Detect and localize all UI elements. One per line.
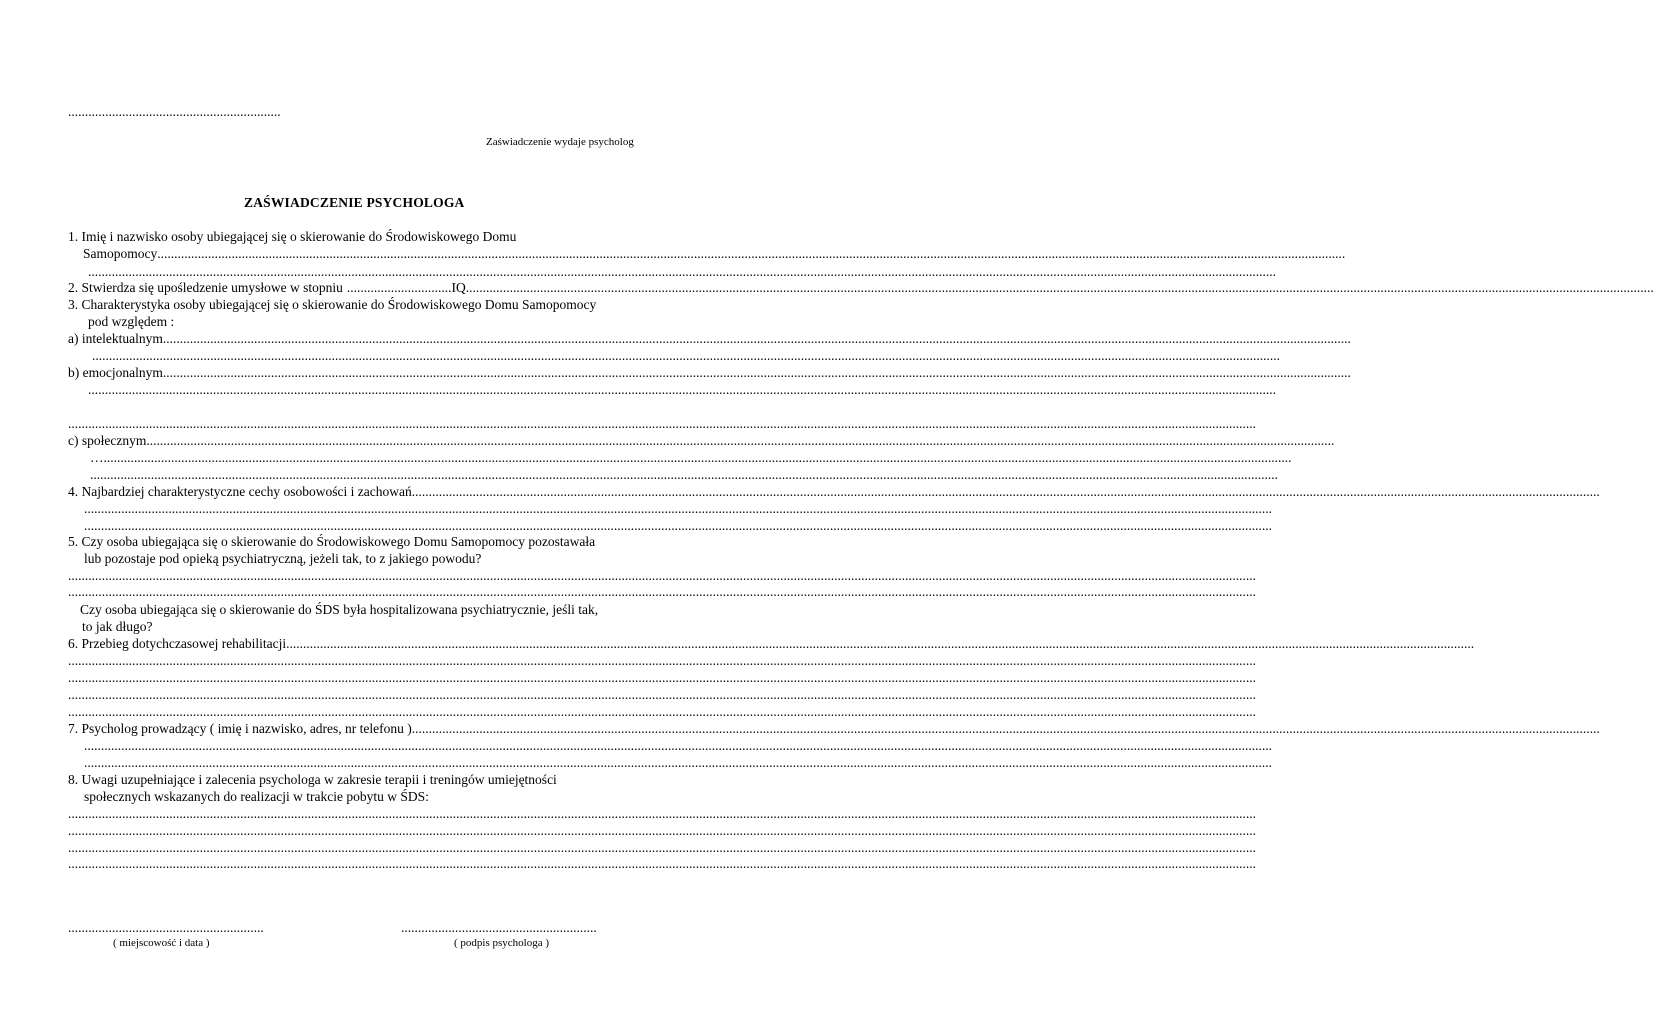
q5b-text-line1: Czy osoba ubiegająca się o skierowanie do ŚDS była hospitalizowana psychiatrycznie, jeśli tak, [80, 602, 599, 617]
q8-answer-line-2: ................................................................................................................................................................................................................................................................................................................................................................ [68, 823, 1256, 838]
q1-dotfill: ................................................................................................................................................................................................................................................................................................................................................................ [157, 246, 1346, 261]
q5b-text-line2: to jak długo? [82, 619, 153, 634]
q4-answer-line-1: ................................................................................................................................................................................................................................................................................................................................................................ [84, 501, 1272, 516]
q8-answer-line-4: ................................................................................................................................................................................................................................................................................................................................................................ [68, 856, 1256, 871]
q7-text: 7. Psycholog prowadzący ( imię i nazwisko, adres, nr telefonu ) [68, 721, 412, 736]
q6-answer-line-3: ................................................................................................................................................................................................................................................................................................................................................................ [68, 687, 1256, 702]
signature-dots: .......................................................... [401, 920, 597, 935]
q3a-dotfill: ................................................................................................................................................................................................................................................................................................................................................................ [162, 331, 1351, 346]
document-title: ZAŚWIADCZENIE PSYCHOLOGA [244, 195, 465, 210]
issuer-note: Zaświadczenie wydaje psycholog [486, 136, 634, 148]
q3b-dotfill: ................................................................................................................................................................................................................................................................................................................................................................ [162, 365, 1351, 380]
q6-answer-line-4: ................................................................................................................................................................................................................................................................................................................................................................ [68, 704, 1256, 719]
q2-iq-label: IQ [451, 280, 466, 295]
q8-answer-line-1: ................................................................................................................................................................................................................................................................................................................................................................ [68, 806, 1256, 821]
q3c-text: c) społecznym [68, 433, 147, 448]
q1-text-line1: 1. Imię i nazwisko osoby ubiegającej się o skierowanie do Środowiskowego Domu [68, 229, 517, 244]
q1-line2 [83, 246, 1346, 262]
q8-text-line1: 8. Uwagi uzupełniające i zalecenia psychologa w zakresie terapii i treningów umiejętności [68, 772, 557, 787]
q4-dotfill: ................................................................................................................................................................................................................................................................................................................................................................ [411, 484, 1600, 499]
q4-line [68, 484, 1600, 500]
q3c-dotfill: ................................................................................................................................................................................................................................................................................................................................................................ [146, 433, 1335, 448]
place-date-label: ( miejscowość i data ) [113, 937, 210, 949]
q6-line [68, 636, 1475, 652]
q3-text-line1: 3. Charakterystyka osoby ubiegającej się o skierowanie do Środowiskowego Domu Samopomocy [68, 297, 597, 312]
q3-text-line2: pod względem : [88, 314, 175, 329]
q3b-line [68, 365, 1351, 381]
q5-answer-line-2: ................................................................................................................................................................................................................................................................................................................................................................ [68, 584, 1256, 599]
q6-answer-line-2: ................................................................................................................................................................................................................................................................................................................................................................ [68, 670, 1256, 685]
q2-line [68, 280, 1654, 296]
q3c-answer-line-2: ................................................................................................................................................................................................................................................................................................................................................................ [90, 467, 1278, 482]
q5-text-line2: lub pozostaje pod opieką psychiatryczną, jeżeli tak, to z jakiego powodu? [84, 551, 482, 566]
q3c-answer-line-1 [90, 450, 1292, 466]
q2-iq-dotfill: ................................................................................................................................................................................................................................................................................................................................................................ [465, 280, 1654, 295]
place-date-dots: .......................................................... [68, 920, 264, 935]
q7-dotfill: ................................................................................................................................................................................................................................................................................................................................................................ [411, 721, 1600, 736]
q8-text-line2: społecznych wskazanych do realizacji w trakcie pobytu w ŚDS: [84, 789, 429, 804]
top-dots-line: ............................................................... [68, 104, 281, 119]
q3a-line [68, 331, 1351, 347]
q5-text-line1: 5. Czy osoba ubiegająca się o skierowanie do Środowiskowego Domu Samopomocy pozostawała [68, 534, 596, 549]
q6-text: 6. Przebieg dotychczasowej rehabilitacji [68, 636, 287, 651]
q3a-text: a) intelektualnym [68, 331, 163, 346]
q4-answer-line-2: ................................................................................................................................................................................................................................................................................................................................................................ [84, 518, 1272, 533]
q7-answer-line-1: ................................................................................................................................................................................................................................................................................................................................................................ [84, 738, 1272, 753]
q6-dotfill: ................................................................................................................................................................................................................................................................................................................................................................ [286, 636, 1475, 651]
q8-answer-line-3: ................................................................................................................................................................................................................................................................................................................................................................ [68, 840, 1256, 855]
q3c-line [68, 433, 1335, 449]
q3b-answer-line-2: ................................................................................................................................................................................................................................................................................................................................................................ [68, 416, 1256, 431]
q1-answer-line: ................................................................................................................................................................................................................................................................................................................................................................ [88, 264, 1276, 279]
q6-answer-line-1: ................................................................................................................................................................................................................................................................................................................................................................ [68, 653, 1256, 668]
q7-answer-line-2: ................................................................................................................................................................................................................................................................................................................................................................ [84, 755, 1272, 770]
q3c-ellipsis: … [90, 450, 104, 465]
q3b-text: b) emocjonalnym [68, 365, 163, 380]
q1-text-line2: Samopomocy [83, 246, 158, 261]
q3b-answer-line-1: ................................................................................................................................................................................................................................................................................................................................................................ [88, 382, 1276, 397]
q3c-answer-dotfill: ................................................................................................................................................................................................................................................................................................................................................................ [103, 450, 1292, 465]
q2-degree-dots: ............................... [346, 280, 452, 295]
q4-text: 4. Najbardziej charakterystyczne cechy osobowości i zachowań [68, 484, 412, 499]
q3a-answer-line: ................................................................................................................................................................................................................................................................................................................................................................ [92, 348, 1280, 363]
q2-text: 2. Stwierdza się upośledzenie umysłowe w stopniu [68, 280, 343, 295]
q7-line [68, 721, 1600, 737]
q5-answer-line-1: ................................................................................................................................................................................................................................................................................................................................................................ [68, 568, 1256, 583]
signature-label: ( podpis psychologa ) [454, 937, 550, 949]
